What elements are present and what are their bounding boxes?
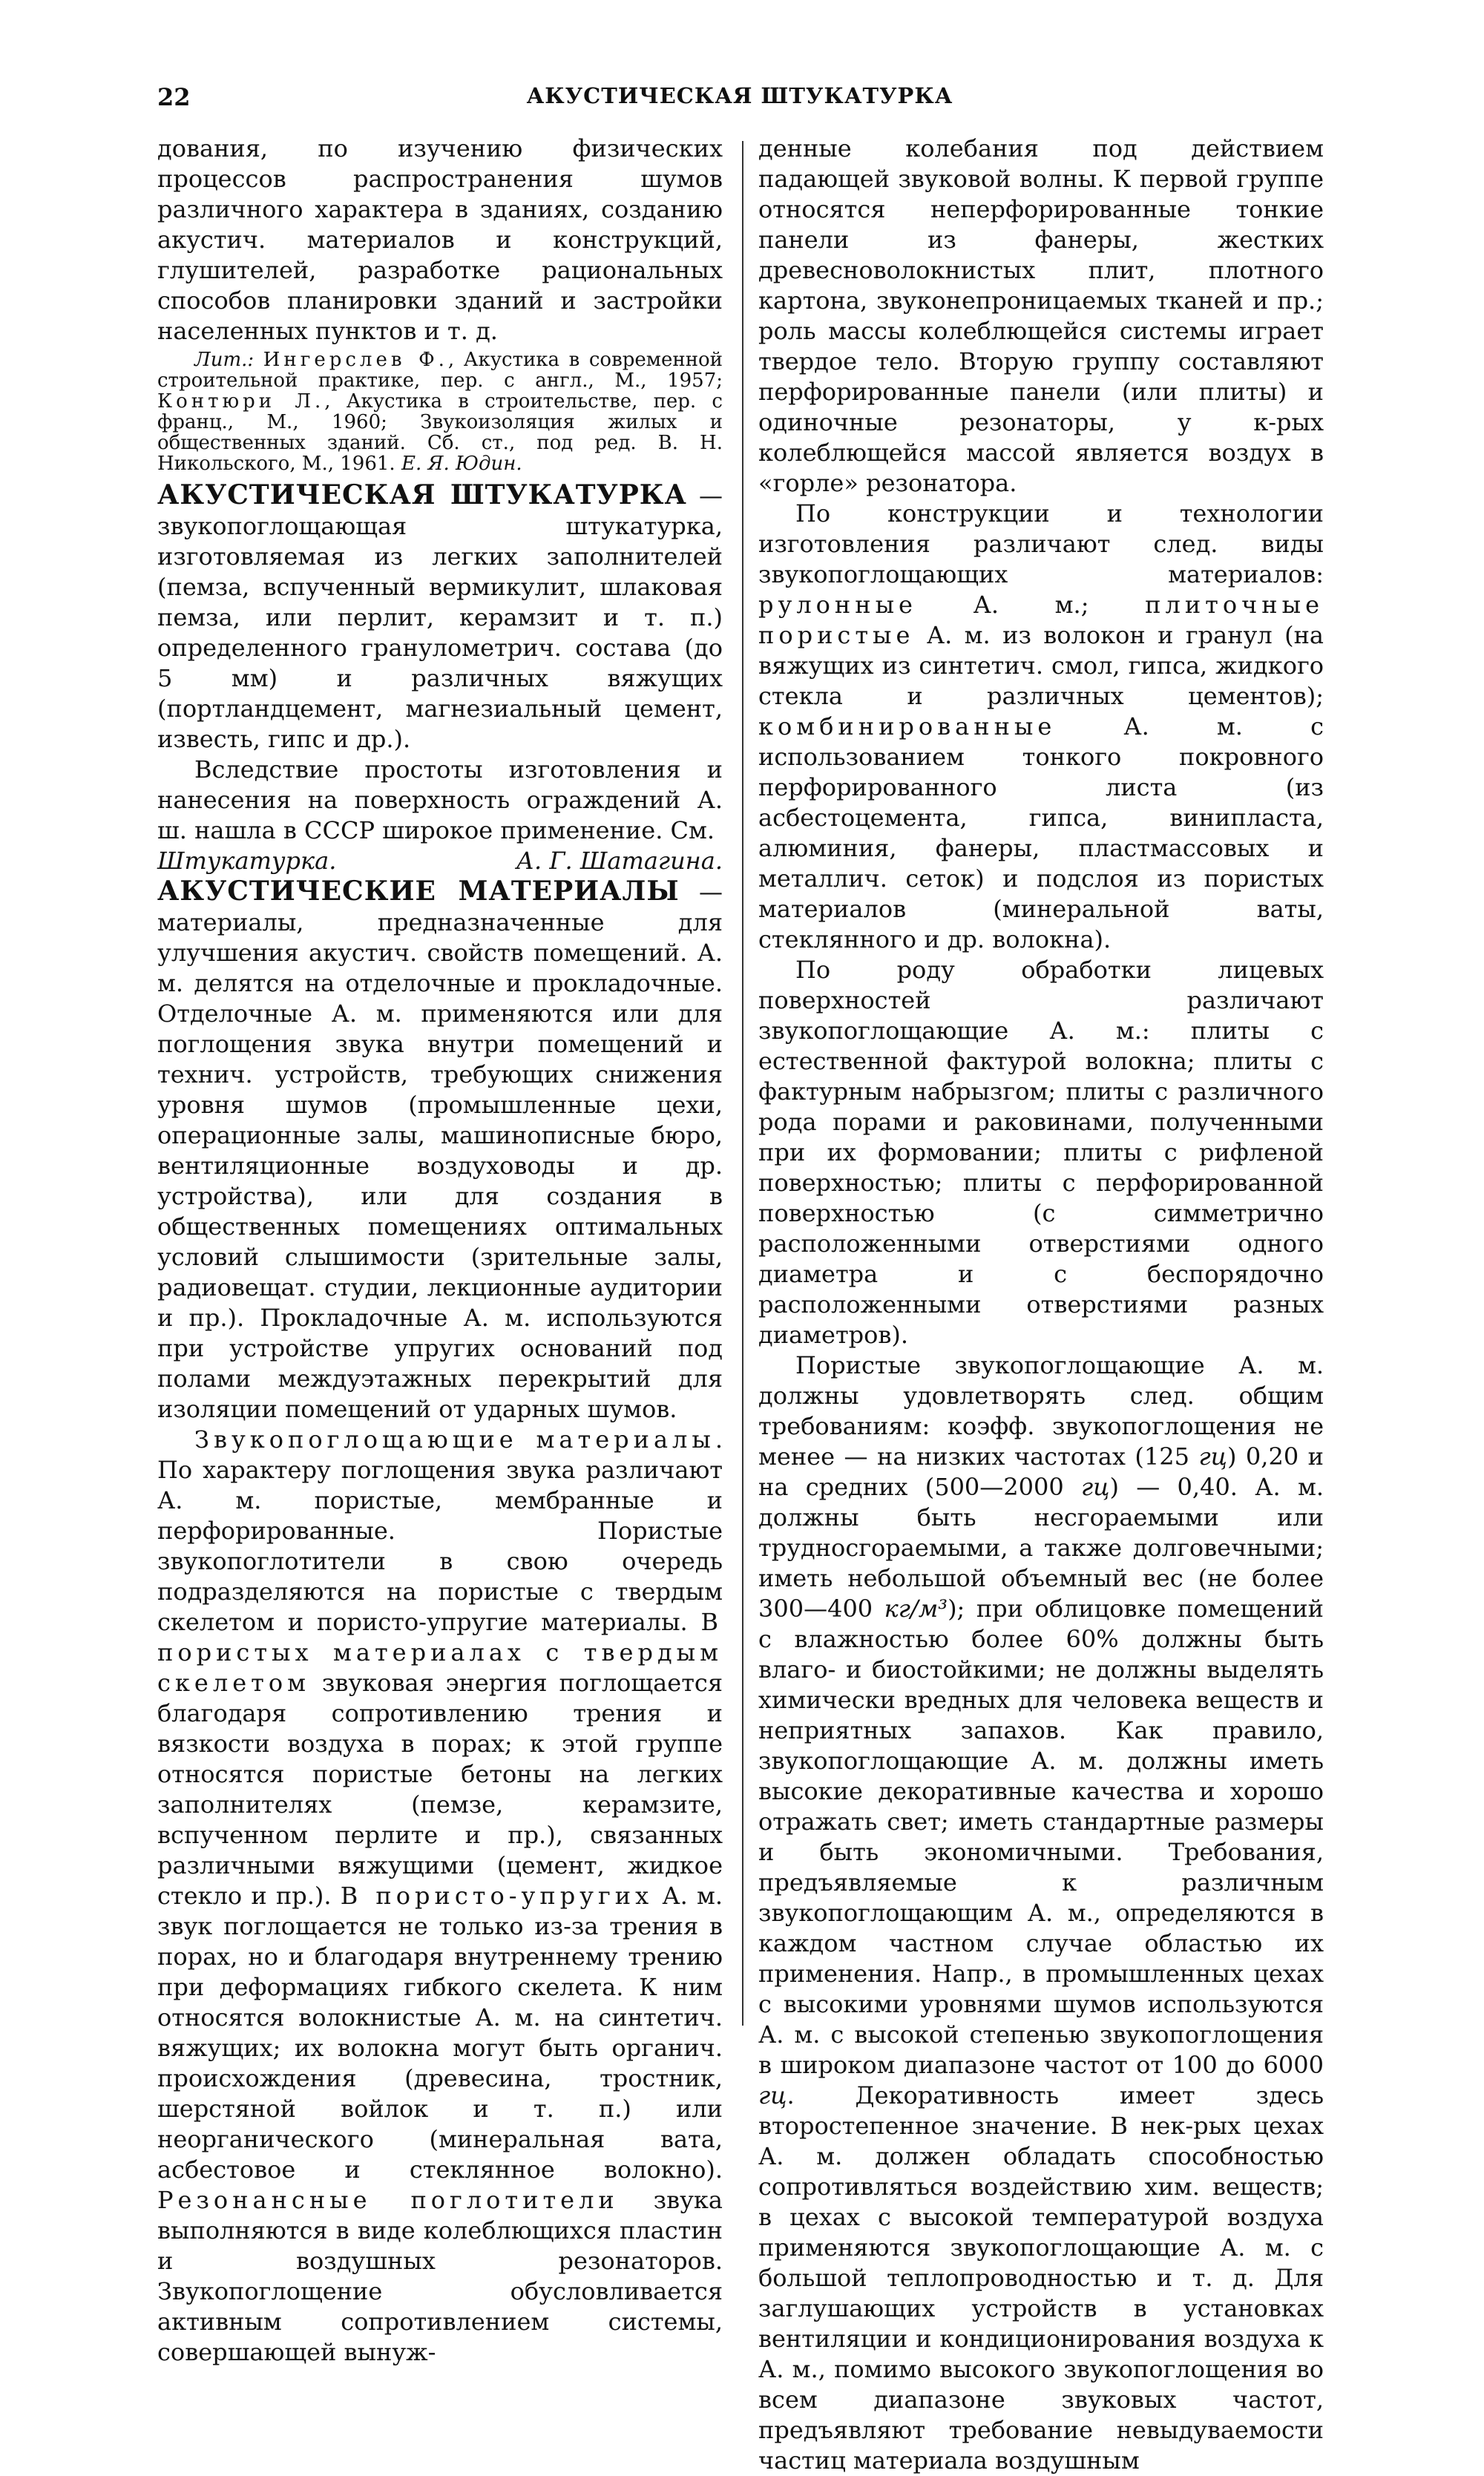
paragraph-text: А. м. из волокон и гранул (на вяжущих из синтетич. смол, гипса, жидкого стекла и различных цементов); bbox=[758, 621, 1324, 710]
paragraph: денные колебания под действием падающей звуковой волны. К первой группе относятся неперфорированные тонкие панели из фанеры, жестких древесноволокнистых плит, плотного картона, звуконепроницаемых тканей и пр.; роль массы колеблющейся системы играет твердое тело. Вторую группу составляют перфорированные панели (или плиты) и одиночные резонаторы, у к-рых колеблющейся массой является воздух в «горле» резонатора. bbox=[758, 134, 1324, 497]
paragraph: По роду обработки лицевых поверхностей различают звукопоглощающие А. м.: плиты с естественной фактурой волокна; плиты с фактурным набрызгом; плиты с различного рода порами и раковинами, полученными при их формовании; плиты с рифленой поверхностью; плиты с перфорированной поверхностью (с симметрично расположенными отверстиями одного диаметра и с беспорядочно расположенными отверстиями разных диаметров). bbox=[758, 956, 1324, 1349]
paragraph-text: А. м. с использованием тонкого покровного перфорированного листа (из асбестоцемента, гипса, винипласта, алюминия, фанеры, пластмассовых и металлич. сеток) и подслоя из пористых материалов (минеральной ваты, стеклянного и др. волокна). bbox=[758, 712, 1324, 953]
paragraph-text: звуковая энергия поглощается благодаря сопротивлению трения и вязкости воздуха в порах; к этой группе относятся пористые бетоны на легких заполнителях (пемзе, керамзите, вспученном перлите и пр.), связанных различными вяжущими (цемент, жидкое стекло и пр.). bbox=[157, 1669, 723, 1910]
paragraph-text: . Декоративность имеет здесь второстепенное значение. В нек-рых цехах А. м. должен обладать способностью сопротивляться воздействию хим. веществ; в цехах с высокой температурой воздуха применяются звукопоглощающие А. м. с большой теплопроводностью и т. д. Для заглушающих устройств в установках вентиляции и кондиционирования воздуха к А. м., помимо высокого звукопоглощения во всем диапазоне звуковых частот, предъявляют требование невыдуваемости частиц материала воздушным bbox=[758, 2081, 1324, 2475]
unit-label: гц bbox=[1081, 1473, 1110, 1501]
unit-label: гц bbox=[1198, 1442, 1227, 1471]
page-header bbox=[157, 83, 1322, 120]
paragraph bbox=[758, 1350, 1324, 2476]
signature-line bbox=[157, 846, 723, 876]
running-title: АКУСТИЧЕСКАЯ ШТУКАТУРКА bbox=[526, 83, 953, 108]
literature-author-name: Контюри Л. bbox=[157, 390, 325, 413]
article-author: А. Г. Шатагина. bbox=[516, 847, 723, 875]
paragraph-text: Пористые звукопоглощающие А. м. должны удовлетворять след. общим требованиям: коэфф. звукопоглощения не менее — на низких частотах (125 bbox=[758, 1351, 1324, 1471]
see-also-reference: Штукатурка. bbox=[157, 847, 337, 875]
literature-list bbox=[157, 349, 723, 474]
article-author: Е. Я. Юдин. bbox=[401, 453, 522, 475]
subsection-term: плиточные пористые bbox=[758, 591, 1324, 649]
subsection-term: Резонансные поглотители bbox=[157, 2186, 619, 2214]
page-number: 22 bbox=[157, 83, 191, 111]
subsection-term: Звукопоглощающие материалы bbox=[194, 1425, 715, 1454]
column-divider bbox=[742, 141, 743, 2026]
paragraph: дования, по изучению физических процессов распространения шумов различного характера в зданиях, созданию акустич. материалов и конструкций, глушителей, разработке рациональных способов планировки зданий и застройки населенных пунктов и т. д. bbox=[157, 134, 723, 345]
literature-author-name: Ингерслев Ф. bbox=[263, 349, 448, 371]
unit-label: кг/м³ bbox=[884, 1595, 948, 1623]
left-column bbox=[157, 134, 723, 2368]
paragraph-text: По конструкции и технологии изготовления различают след. виды звукопоглощающих материалов: bbox=[758, 499, 1324, 588]
entry-headword: АКУСТИЧЕСКАЯ ШТУКАТУРКА bbox=[157, 479, 687, 510]
literature-text: , Акустика в строительстве, пер. с франц., М., 1960; Звукоизоляция жилых и общественных зданий. Сб. ст., под ред. В. Н. Никольского, М., 1961. bbox=[157, 390, 723, 475]
paragraph bbox=[758, 499, 1324, 955]
paragraph-text: А. м.; bbox=[916, 591, 1146, 619]
paragraph bbox=[157, 1425, 723, 2368]
unit-label: гц bbox=[758, 2081, 787, 2109]
paragraph-text: А. м. звук поглощается не только из-за трения в порах, но и благодаря внутреннему трению при деформациях гибкого скелета. К ним относятся волокнистые А. м. на синтетич. вяжущих; их волокна могут быть органич. происхождения (древесина, тростник, шерстяной войлок и т. п.) или неорганического (минеральная вата, асбестовое и стеклянное волокно). bbox=[157, 1882, 723, 2184]
article-entry bbox=[157, 480, 723, 755]
subsection-term: В пористых материалах с твердым скелетом bbox=[157, 1608, 723, 1697]
article-entry bbox=[157, 876, 723, 1425]
paragraph-text: . По характеру поглощения звука различают А. м. пористые, мембранные и перфорированные. Пористые звукопоглотители в свою очередь подразделяются на пористые с твердым скелетом и пористо-упругие материалы. bbox=[157, 1425, 723, 1636]
subsection-term: комбинированные bbox=[758, 712, 1057, 740]
paragraph-text: звука выполняются в виде колеблющихся пластин и воздушных резонаторов. Звукопоглощение обусловливается активным сопротивлением системы, совершающей вынуж- bbox=[157, 2186, 723, 2366]
entry-headword: АКУСТИЧЕСКИЕ МАТЕРИАЛЫ bbox=[157, 876, 680, 907]
subsection-term: рулонные bbox=[758, 591, 917, 619]
paragraph-text: ); при облицовке помещений с влажностью более 60% должны быть влаго- и биостойкими; не должны выделять химически вредных для человека веществ и неприятных запахов. Как правило, звукопоглощающие А. м. должны иметь высокие декоративные качества и хорошо отражать свет; иметь стандартные размеры и быть экономичными. Требования, предъявляемые к различным звукопоглощающим А. м., определяются в каждом частном случае областью их применения. Напр., в промышленных цехах с высокими уровнями шумов используются А. м. с высокой степенью звукопоглощения в широком диапазоне частот от 100 до 6000 bbox=[758, 1595, 1324, 2079]
literature-label: Лит.: bbox=[194, 349, 255, 371]
entry-text: — звукопоглощающая штукатурка, изготовляемая из легких заполнителей (пемза, вспученный вермикулит, шлаковая пемза, или перлит, керамзит и т. п.) определенного гранулометрич. состава (до 5 мм) и различных вяжущих (портландцемент, магнезиальный цемент, известь, гипс и др.). bbox=[157, 482, 723, 753]
paragraph-text: ) 0,20 и на средних (500—2000 bbox=[758, 1442, 1324, 1501]
literature-text: , Акустика в современной строительной практике, пер. с англ., М., 1957; bbox=[157, 349, 723, 392]
paragraph: Вследствие простоты изготовления и нанесения на поверхность ограждений А. ш. нашла в СССР широкое применение. См. bbox=[157, 755, 723, 844]
entry-text: — материалы, предназначенные для улучшения акустич. свойств помещений. А. м. делятся на отделочные и прокладочные. Отделочные А. м. применяются или для поглощения звука внутри помещений и технич. устройств, требующих снижения уровня шумов (промышленные цехи, операционные залы, машинописные бюро, вентиляционные воздуховоды и др. устройства), или для создания в общественных помещениях оптимальных условий слышимости (зрительные залы, радиовещат. студии, лекционные аудитории и пр.). Прокладочные А. м. используются при устройстве упругих оснований под полами междуэтажных перекрытий для изоляции помещений от ударных шумов. bbox=[157, 878, 723, 1423]
paragraph-text: ) — 0,40. А. м. должны быть несгораемыми или трудносгораемыми, а также долговечными; иметь небольшой объемный вес (не более 300—400 bbox=[758, 1473, 1324, 1623]
subsection-term: В пористо-упругих bbox=[340, 1882, 654, 1910]
right-column bbox=[758, 134, 1324, 2476]
